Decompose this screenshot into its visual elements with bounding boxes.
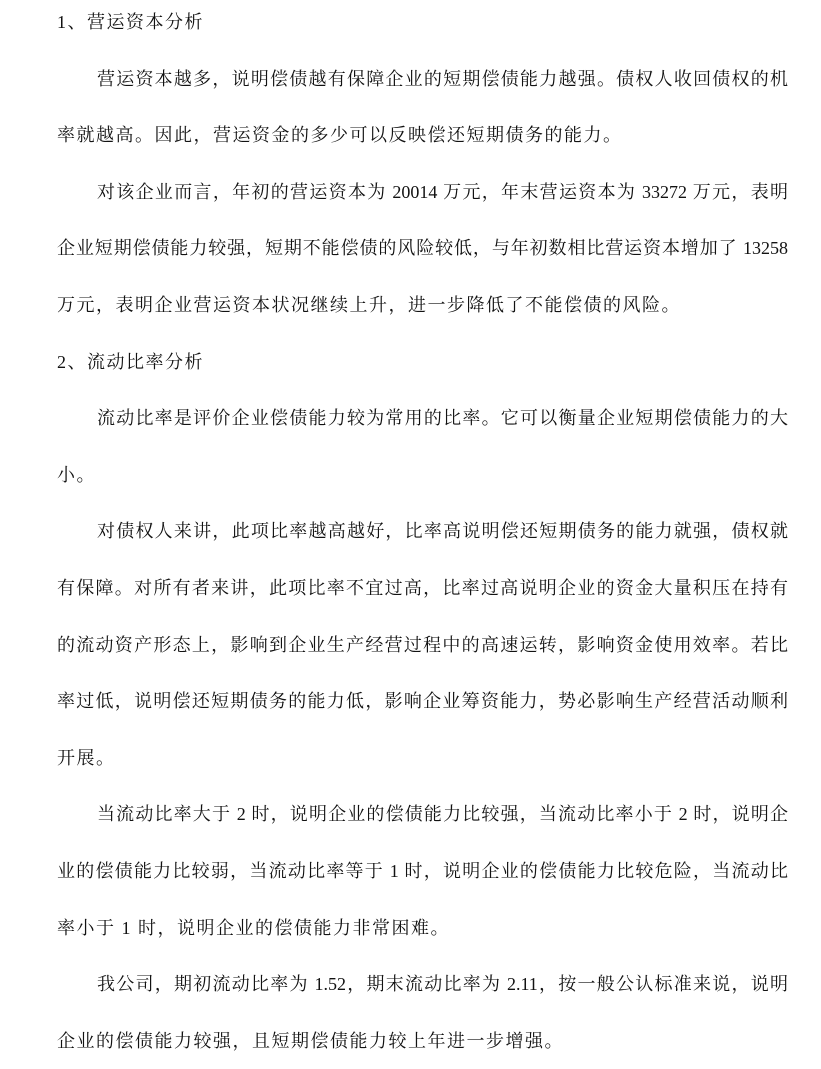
text-line: 开展。	[57, 747, 116, 768]
section-heading-current-ratio: 2、流动比率分析	[57, 351, 204, 372]
text-line: 小。	[57, 464, 96, 485]
text-line: 的流动资产形态上，影响到企业生产经营过程中的高速运转，影响资金使用效率。若比	[57, 634, 788, 655]
text-line: 我公司，期初流动比率为 1.52，期末流动比率为 2.11，按一般公认标准来说，说明	[97, 974, 788, 995]
section-heading-working-capital: 1、营运资本分析	[57, 12, 204, 32]
text-line: 有保障。对所有者来讲，此项比率不宜过高，比率过高说明企业的资金大量积压在持有	[57, 577, 788, 598]
text-line: 营运资本越多，说明偿债越有保障企业的短期偿债能力越强。债权人收回债权的机	[97, 68, 788, 89]
text-line: 率小于 1 时，说明企业的偿债能力非常困难。	[57, 917, 450, 938]
text-line: 万元，表明企业营运资本状况继续上升，进一步降低了不能偿债的风险。	[57, 294, 681, 315]
text-line: 流动比率是评价企业偿债能力较为常用的比率。它可以衡量企业短期偿债能力的大	[97, 408, 788, 429]
text-line: 对该企业而言，年初的营运资本为 20014 万元，年末营运资本为 33272 万元，表明	[97, 181, 788, 202]
text-line: 率过低，说明偿还短期债务的能力低，影响企业筹资能力，势必影响生产经营活动顺利	[57, 691, 788, 712]
text-line: 对债权人来讲，此项比率越高越好，比率高说明偿还短期债务的能力就强，债权就	[97, 521, 788, 542]
text-line: 业的偿债能力比较弱，当流动比率等于 1 时，说明企业的偿债能力比较危险，当流动比	[57, 860, 788, 881]
text-line: 率就越高。因此，营运资金的多少可以反映偿还短期债务的能力。	[57, 125, 623, 146]
text-line: 企业短期偿债能力较强，短期不能偿债的风险较低，与年初数相比营运资本增加了 13258	[57, 238, 788, 259]
document-body	[57, 0, 788, 1069]
text-line: 当流动比率大于 2 时，说明企业的偿债能力比较强，当流动比率小于 2 时，说明企	[97, 804, 788, 825]
text-line: 企业的偿债能力较强，且短期偿债能力较上年进一步增强。	[57, 1030, 564, 1051]
